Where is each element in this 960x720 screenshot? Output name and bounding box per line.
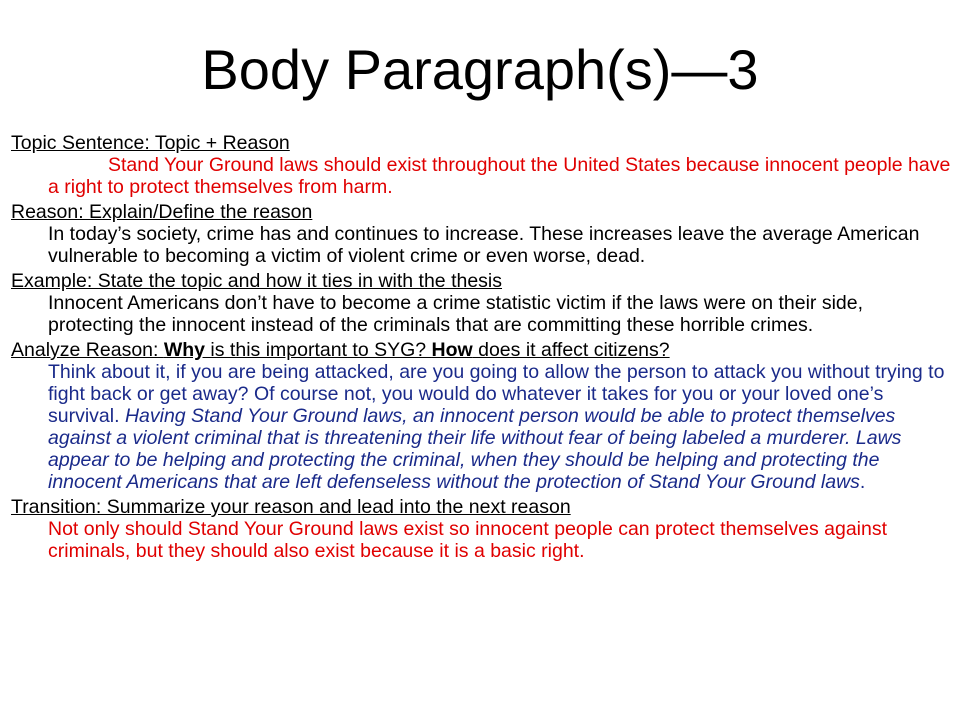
analyze-text-normal: Think about it, if you are being attacked, are you going to allow the person to attack you without trying to fight back or get away? Of course not, you would do whatever it takes for you or your loved one’s survival. [48, 361, 945, 427]
analyze-reason-text [48, 361, 951, 493]
reason-text: In today’s society, crime has and continues to increase. These increases leave the average American vulnerable to becoming a victim of violent crime or even worse, dead. [48, 223, 920, 267]
analyze-heading-how: How [431, 339, 473, 361]
topic-sentence-heading: Topic Sentence: Topic + Reason [11, 132, 290, 154]
analyze-heading-part-a: Analyze Reason: [11, 339, 164, 361]
example-heading: Example: State the topic and how it ties in with the thesis [11, 270, 503, 292]
topic-sentence-text: Stand Your Ground laws should exist throughout the United States because innocent people have a right to protect themselves from harm. [48, 154, 951, 198]
slide-content [11, 132, 951, 565]
analyze-reason-heading [11, 339, 951, 361]
analyze-heading-part-c: is this important to SYG? [205, 339, 432, 361]
analyze-heading-part-e: does it affect citizens? [472, 339, 670, 361]
transition-text: Not only should Stand Your Ground laws exist so innocent people can protect themselves against criminals, but they should also exist because it is a basic right. [48, 518, 888, 562]
analyze-text-end: . [859, 471, 866, 493]
analyze-heading-why: Why [163, 339, 206, 361]
reason-heading: Reason: Explain/Define the reason [11, 201, 313, 223]
example-text: Innocent Americans don’t have to become a crime statistic victim if the laws were on their side, protecting the innocent instead of the criminals that are committing these horrible crimes. [48, 292, 864, 336]
transition-heading: Transition: Summarize your reason and lead into the next reason [11, 496, 571, 518]
analyze-text-italic: Having Stand Your Ground laws, an innocent person would be able to protect themselves against a violent criminal that is threatening their life without fear of being labeled a murderer. Laws appear to be helping and protecting the criminal, when they should be helping and protecting the innocent Americans that are left defenseless without the protection of Stand Your Ground laws [48, 405, 902, 493]
slide-title: Body Paragraph(s)—3 [201, 38, 759, 101]
